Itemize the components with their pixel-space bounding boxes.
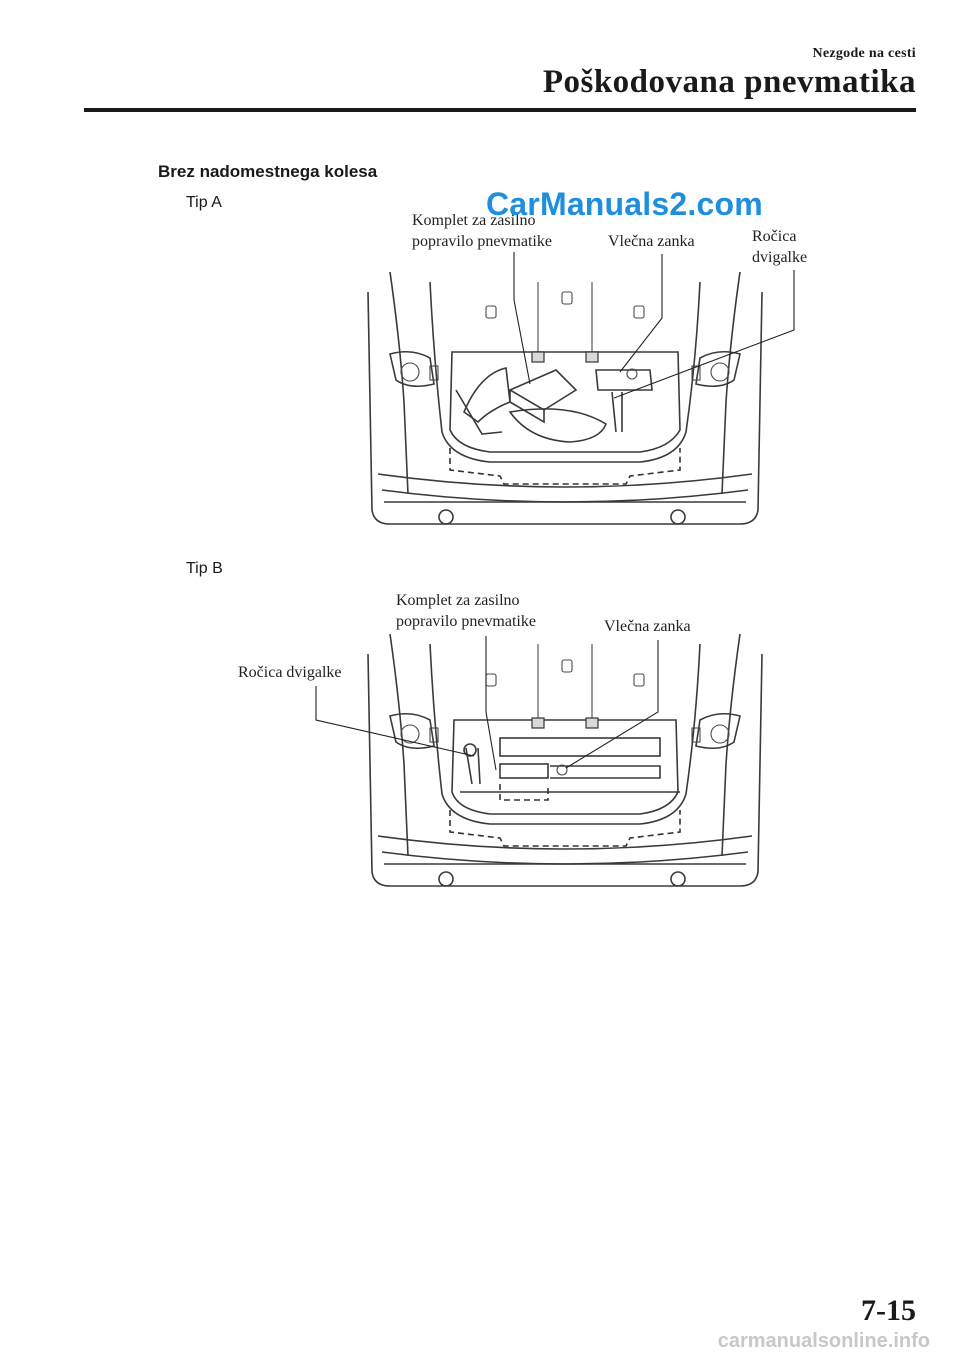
type-a-callout-repair-kit: Komplet za zasilno popravilo pnevmatike [412, 212, 552, 250]
type-b-callout-tow-hook: Vlečna zanka [604, 618, 691, 635]
section-title: Poškodovana pnevmatika [542, 64, 916, 100]
watermark-text: CarManuals2.com [486, 186, 763, 222]
page-number: 7-15 [861, 1294, 916, 1327]
type-b-label: Tip B [186, 560, 223, 577]
type-a-leaders [0, 0, 960, 560]
subheading: Brez nadomestnega kolesa [158, 162, 378, 181]
footer-site-watermark: carmanualsonline.info [717, 1330, 930, 1352]
type-b-callout-repair-kit: Komplet za zasilno popravilo pnevmatike [396, 592, 536, 630]
type-a-callout-jack-handle: Ročica dvigalke [752, 228, 808, 266]
type-b-callout-jack-handle: Ročica dvigalke [238, 664, 342, 681]
chapter-title: Nezgode na cesti [812, 46, 916, 61]
type-a-label: Tip A [186, 194, 222, 211]
type-a-callout-tow-hook: Vlečna zanka [608, 233, 695, 250]
